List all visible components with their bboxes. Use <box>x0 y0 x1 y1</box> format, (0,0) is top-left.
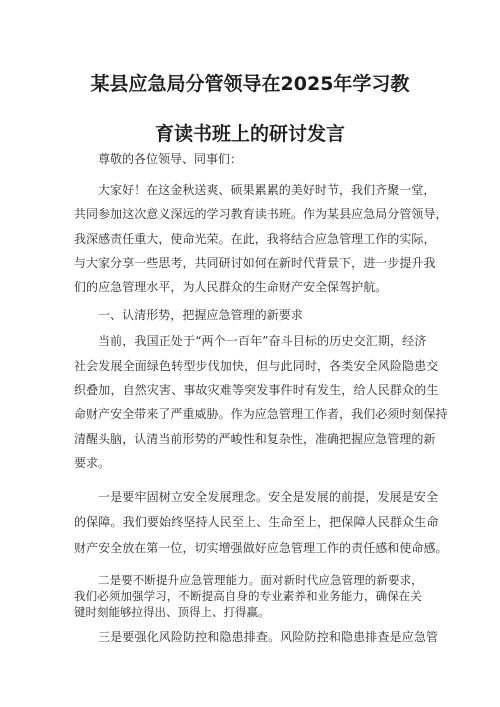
paragraph-line: 的保障。我们要始终坚持人民至上、生命至上，把保障人民群众生命 <box>74 515 439 529</box>
paragraph-line: 我们必须加强学习，不断提高自身的专业素养和业务能力，确保在关 <box>74 589 422 603</box>
section-heading: 一、认清形势，把握应急管理的新要求 <box>98 308 303 322</box>
paragraph-line: 财产安全放在第一位，切实增强做好应急管理工作的责任感和使命感。 <box>74 541 448 555</box>
paragraph-line: 我深感责任重大，使命光荣。在此，我将结合应急管理工作的实际， <box>74 232 436 246</box>
paragraph-line: 键时刻能够拉得出、顶得上、打得赢。 <box>74 605 270 619</box>
paragraph-line: 社会发展全面绿色转型步伐加快，但与此同时，各类安全风险隐患交 <box>74 359 439 373</box>
paragraph-line: 一是要牢固树立安全发展理念。安全是发展的前提，发展是安全 <box>98 490 439 504</box>
paragraph-line: 织叠加，自然灾害、事故灾难等突发事件时有发生，给人民群众的生 <box>74 383 439 397</box>
paragraph-line: 三是要强化风险防控和隐患排查。风险防控和隐患排查是应急管 <box>98 630 439 644</box>
paragraph-line: 要求。 <box>74 456 111 470</box>
paragraph-line: 清醒头脑，认清当前形势的严峻性和复杂性，准确把握应急管理的新 <box>74 432 436 446</box>
paragraph-line: 二是要不断提升应急管理能力。面对新时代应急管理的新要求， <box>98 573 423 587</box>
paragraph-line: 命财产安全带来了严重威胁。作为应急管理工作者，我们必须时刻保持 <box>74 407 448 421</box>
title-line-1: 某县应急局分管领导在2025年学习教 <box>90 73 410 95</box>
paragraph-line: 们的应急管理水平，为人民群众的生命财产安全保驾护航。 <box>74 280 388 294</box>
salutation: 尊敬的各位领导、同事们： <box>98 152 243 166</box>
paragraph-line: 共同参加这次意义深远的学习教育读书班。作为某县应急局分管领导， <box>74 207 448 221</box>
title-line-2: 育读书班上的研讨发言 <box>154 123 345 145</box>
paragraph-line: 与大家分享一些思考，共同研讨如何在新时代背景下，进一步提升我 <box>74 256 436 270</box>
paragraph-line: 当前，我国正处于“两个一百年”奋斗目标的历史交汇期，经济 <box>98 334 427 348</box>
paragraph-line: 大家好！在这金秋送爽、硕果累累的美好时节，我们齐聚一堂， <box>98 183 436 197</box>
